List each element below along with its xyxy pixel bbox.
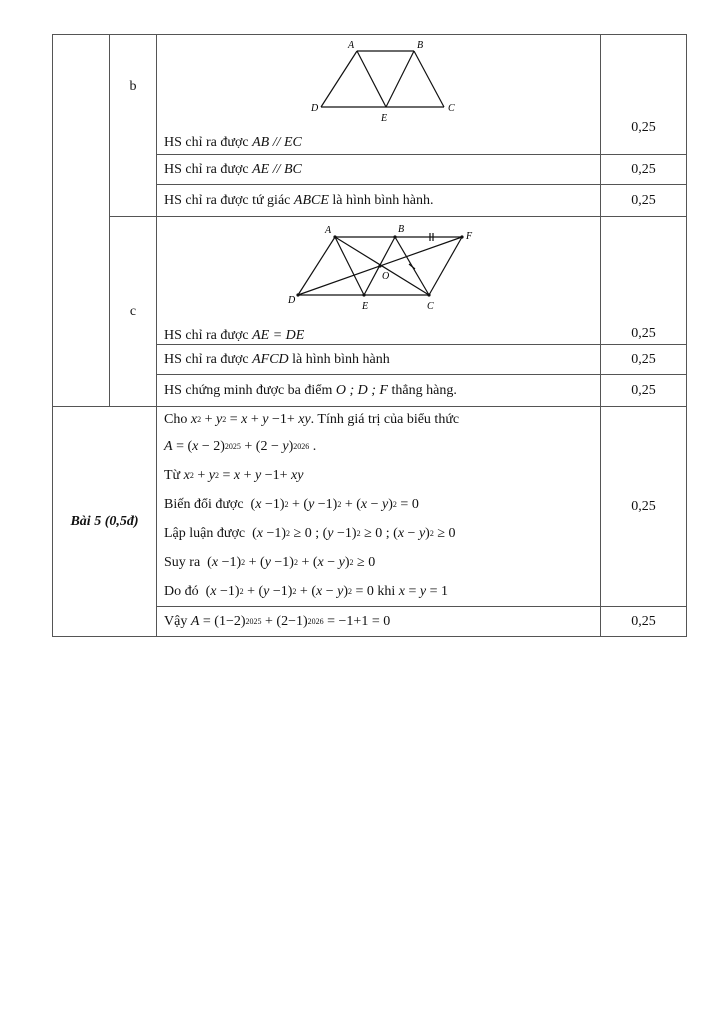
label-C: C [427,301,434,312]
parallelogram-figure-c [164,217,594,321]
score: 0,25 [601,607,687,637]
score: 0,25 [631,326,656,341]
math-ae-bc: AE // BC [252,161,302,177]
parallelogram-figure-b [164,35,594,125]
bai5-line-vay: Vậy A = (1−2) 2025 + (2−1) 2026 = −1+1 = 0 [157,607,601,637]
label-A: A [325,225,332,236]
score: 0,25 [601,407,687,607]
math-ae-de: AE = DE [252,327,305,343]
score: 0,25 [601,375,687,407]
part-c-label-cell [110,217,157,407]
score: 0,25 [601,185,687,217]
label-F: F [466,231,473,242]
bai-cell-empty [53,35,110,407]
part-b-row2: HS chỉ ra được AE // BC [157,155,601,185]
part-c-label: c [129,303,137,319]
part-c-figure-cell [157,217,601,345]
answer-table [52,34,687,637]
label-A: A [348,40,355,51]
bai5-solution-cell [157,407,601,607]
label-B: B [398,224,405,235]
bai5-line-suy-ra: Suy ra ( x −1) 2 + ( y −1) 2 + ( x − y ) 2 ≥ 0 [164,554,376,570]
math-abce: ABCE [293,192,329,208]
bai5-line-lap-luan: Lập luận được ( x −1) 2 ≥ 0 ; ( y −1) 2 ≥ 0 ; ( x − y ) 2 ≥ 0 [164,525,456,541]
part-b-row3: HS chỉ ra được tứ giác ABCE là hình bình hành. [157,185,601,217]
score: 0,25 [631,120,656,135]
part-c-row3: HS chứng minh được ba điểm O ; D ; F thẳng hàng. [157,375,601,407]
label-E: E [362,301,369,312]
label-C: C [448,103,455,114]
part-c-row2: HS chỉ ra được AFCD là hình bình hành [157,345,601,375]
bai5-line-cho: Cho x 2 + y 2 = x + y −1+ xy . Tính giá trị của biểu thức [164,411,460,427]
label-O: O [382,271,390,282]
part-b-label: b [129,79,137,94]
label-B: B [417,40,424,51]
math-afcd: AFCD [252,351,289,367]
label-E: E [381,113,388,124]
score: 0,25 [601,155,687,185]
label-D: D [288,295,296,306]
part-c-row1: HS chỉ ra được AE = DE [164,327,305,343]
part-b-row1: HS chỉ ra được AB // EC [164,134,302,150]
math-ab-ec: AB // EC [252,134,302,150]
bai5-line-A: A = ( x − 2) 2025 + (2 − y ) 2026 . [164,438,317,454]
part-b-figure-cell [157,35,601,155]
label-D: D [311,103,319,114]
math-odf: O ; D ; F [335,382,388,398]
bai5-line-do-do: Do đó ( x −1) 2 + ( y −1) 2 + ( x − y ) 2 = 0 khi x = y = 1 [164,583,449,599]
bai5-line-bien-doi: Biến đổi được ( x −1) 2 + ( y −1) 2 + ( x − y ) 2 = 0 [164,496,419,512]
part-b-label-cell [110,35,157,217]
part-c-score1-cell [601,217,687,345]
bai5-line-tu: Từ x 2 + y 2 = x + y −1+ xy [164,467,304,483]
bai5-label: Bài 5 (0,5đ) [53,407,157,637]
part-b-score1-cell [601,35,687,155]
score: 0,25 [601,345,687,375]
